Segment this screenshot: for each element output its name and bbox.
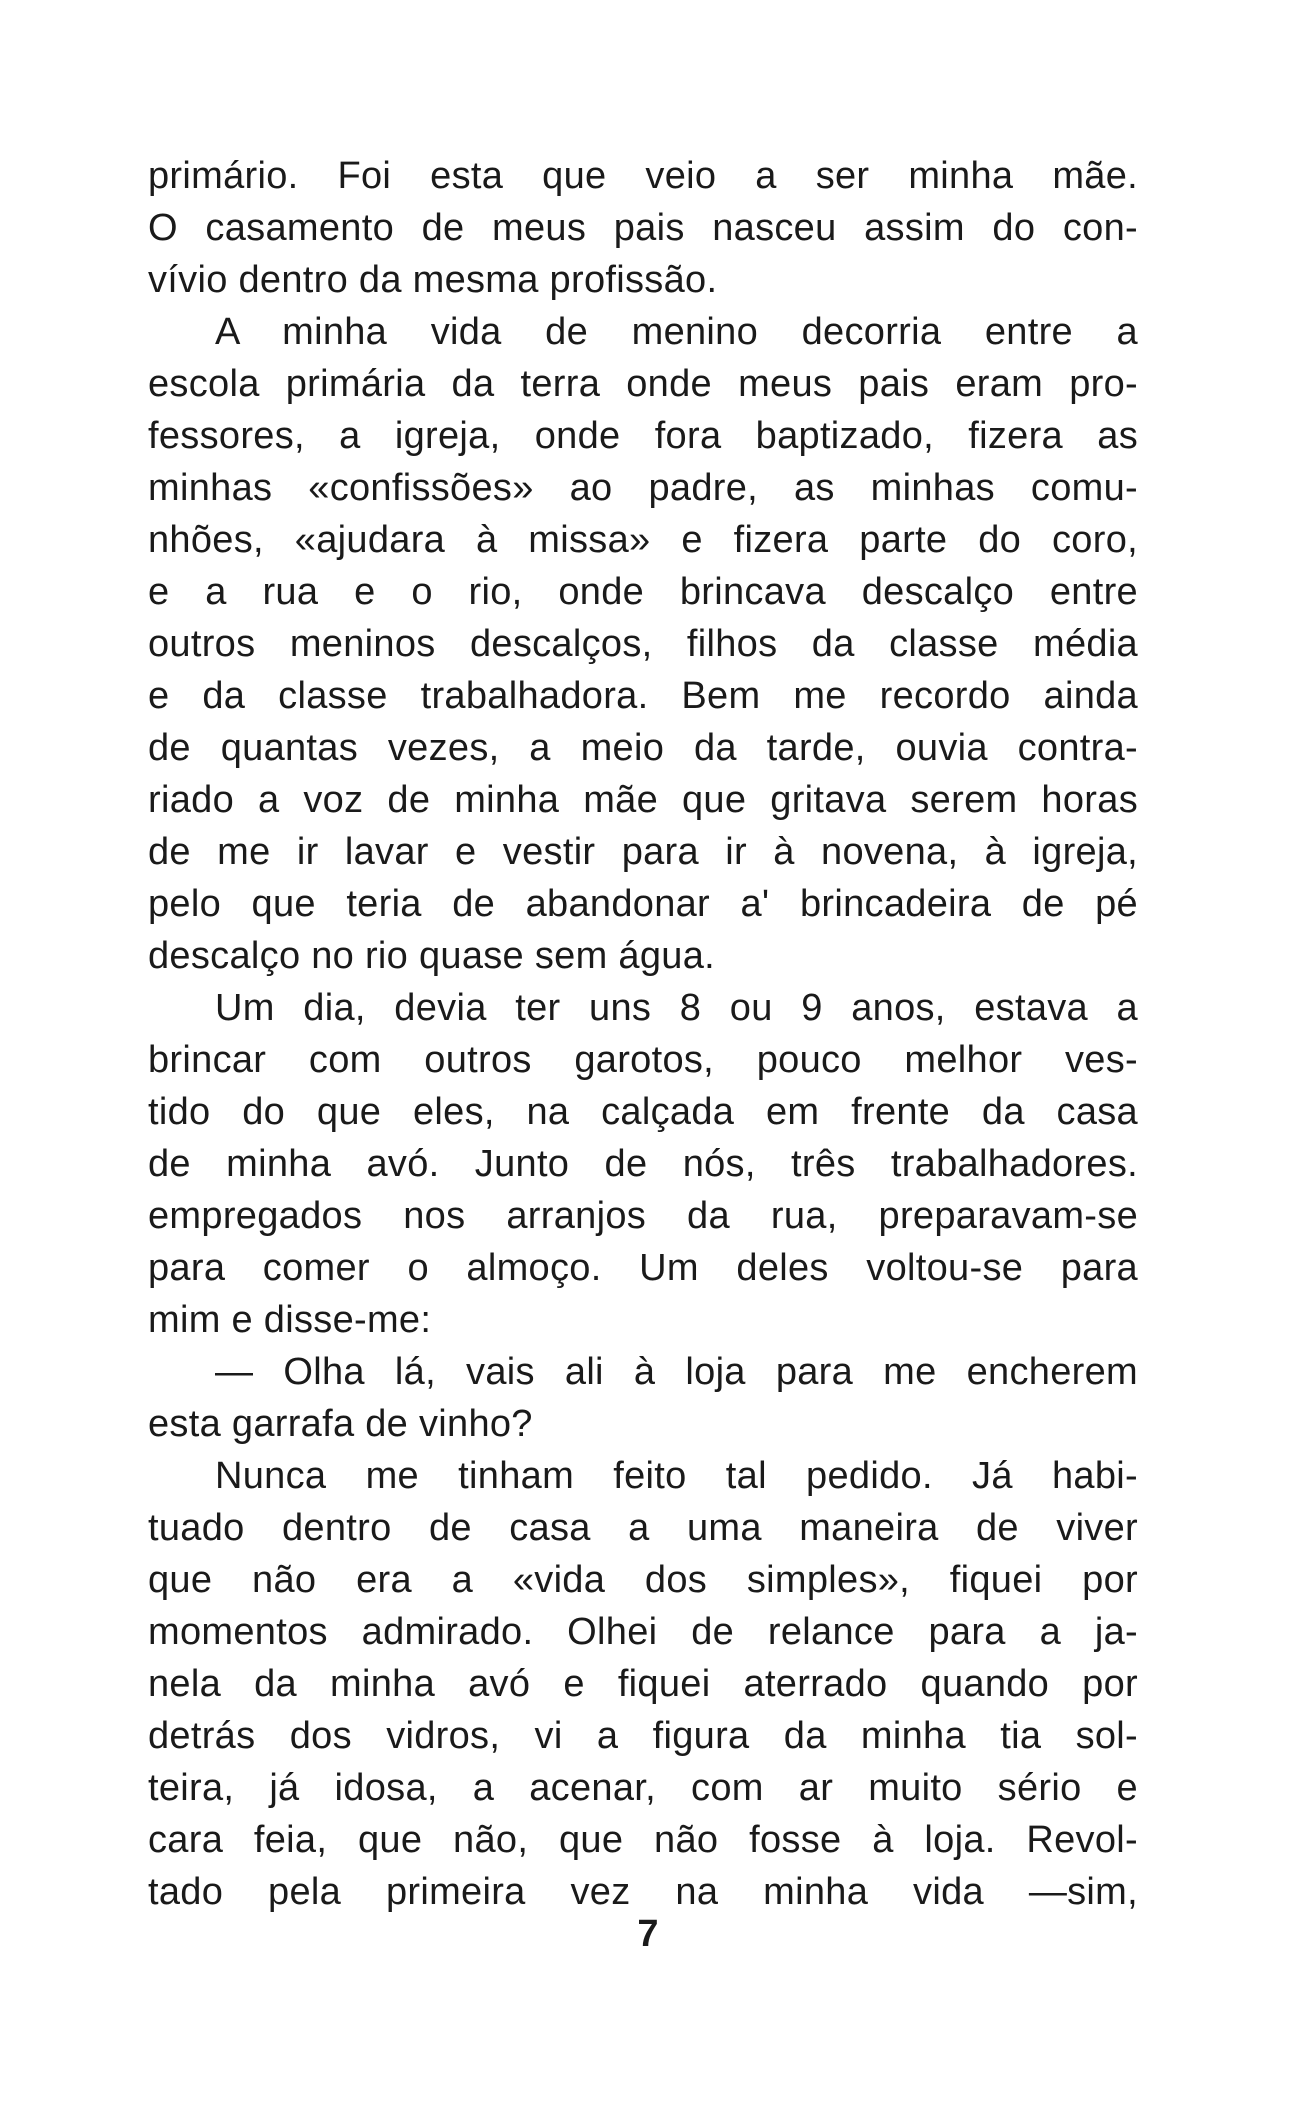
- text-line: de minha avó. Junto de nós, três trabalhadores.: [148, 1143, 1138, 1185]
- page-number: 7: [637, 1913, 659, 1955]
- text-line: Um dia, devia ter uns 8 ou 9 anos, estava a: [215, 987, 1138, 1029]
- text-line: empregados nos arranjos da rua, preparavam-se: [148, 1195, 1138, 1237]
- text-line: de quantas vezes, a meio da tarde, ouvia contra-: [148, 727, 1138, 769]
- text-line: detrás dos vidros, vi a figura da minha tia sol-: [148, 1715, 1138, 1757]
- text-line: vívio dentro da mesma profissão.: [148, 259, 718, 301]
- text-line: teira, já idosa, a acenar, com ar muito sério e: [148, 1767, 1138, 1809]
- text-line: Nunca me tinham feito tal pedido. Já habi-: [215, 1455, 1138, 1497]
- text-line: A minha vida de menino decorria entre a: [215, 311, 1138, 353]
- text-line: O casamento de meus pais nasceu assim do con-: [148, 207, 1138, 249]
- text-line: tido do que eles, na calçada em frente da casa: [148, 1091, 1138, 1133]
- text-line: riado a voz de minha mãe que gritava serem horas: [148, 779, 1138, 821]
- text-line: brincar com outros garotos, pouco melhor ves-: [148, 1039, 1138, 1081]
- text-line: nela da minha avó e fiquei aterrado quando por: [148, 1663, 1138, 1705]
- text-line: tado pela primeira vez na minha vida —sim,: [148, 1871, 1138, 1913]
- text-line: e a rua e o rio, onde brincava descalço entre: [148, 571, 1138, 613]
- text-line: primário. Foi esta que veio a ser minha mãe.: [148, 155, 1138, 197]
- text-line: fessores, a igreja, onde fora baptizado, fizera as: [148, 415, 1138, 457]
- text-line: descalço no rio quase sem água.: [148, 935, 715, 977]
- text-line: minhas «confissões» ao padre, as minhas comu-: [148, 467, 1138, 509]
- text-line: mim e disse-me:: [148, 1299, 432, 1341]
- text-line: de me ir lavar e vestir para ir à novena, à igreja,: [148, 831, 1138, 873]
- text-line: momentos admirado. Olhei de relance para a ja-: [148, 1611, 1138, 1653]
- text-line: esta garrafa de vinho?: [148, 1403, 533, 1445]
- text-line: pelo que teria de abandonar a' brincadeira de pé: [148, 883, 1138, 925]
- text-line: escola primária da terra onde meus pais eram pro-: [148, 363, 1138, 405]
- text-line: que não era a «vida dos simples», fiquei por: [148, 1559, 1138, 1601]
- text-line: outros meninos descalços, filhos da classe média: [148, 623, 1138, 665]
- text-line: nhões, «ajudara à missa» e fizera parte do coro,: [148, 519, 1138, 561]
- text-line: para comer o almoço. Um deles voltou-se para: [148, 1247, 1138, 1289]
- text-line: e da classe trabalhadora. Bem me recordo ainda: [148, 675, 1138, 717]
- text-line: — Olha lá, vais ali à loja para me encherem: [215, 1351, 1138, 1393]
- text-line: cara feia, que não, que não fosse à loja. Revol-: [148, 1819, 1138, 1861]
- text-line: tuado dentro de casa a uma maneira de viver: [148, 1507, 1138, 1549]
